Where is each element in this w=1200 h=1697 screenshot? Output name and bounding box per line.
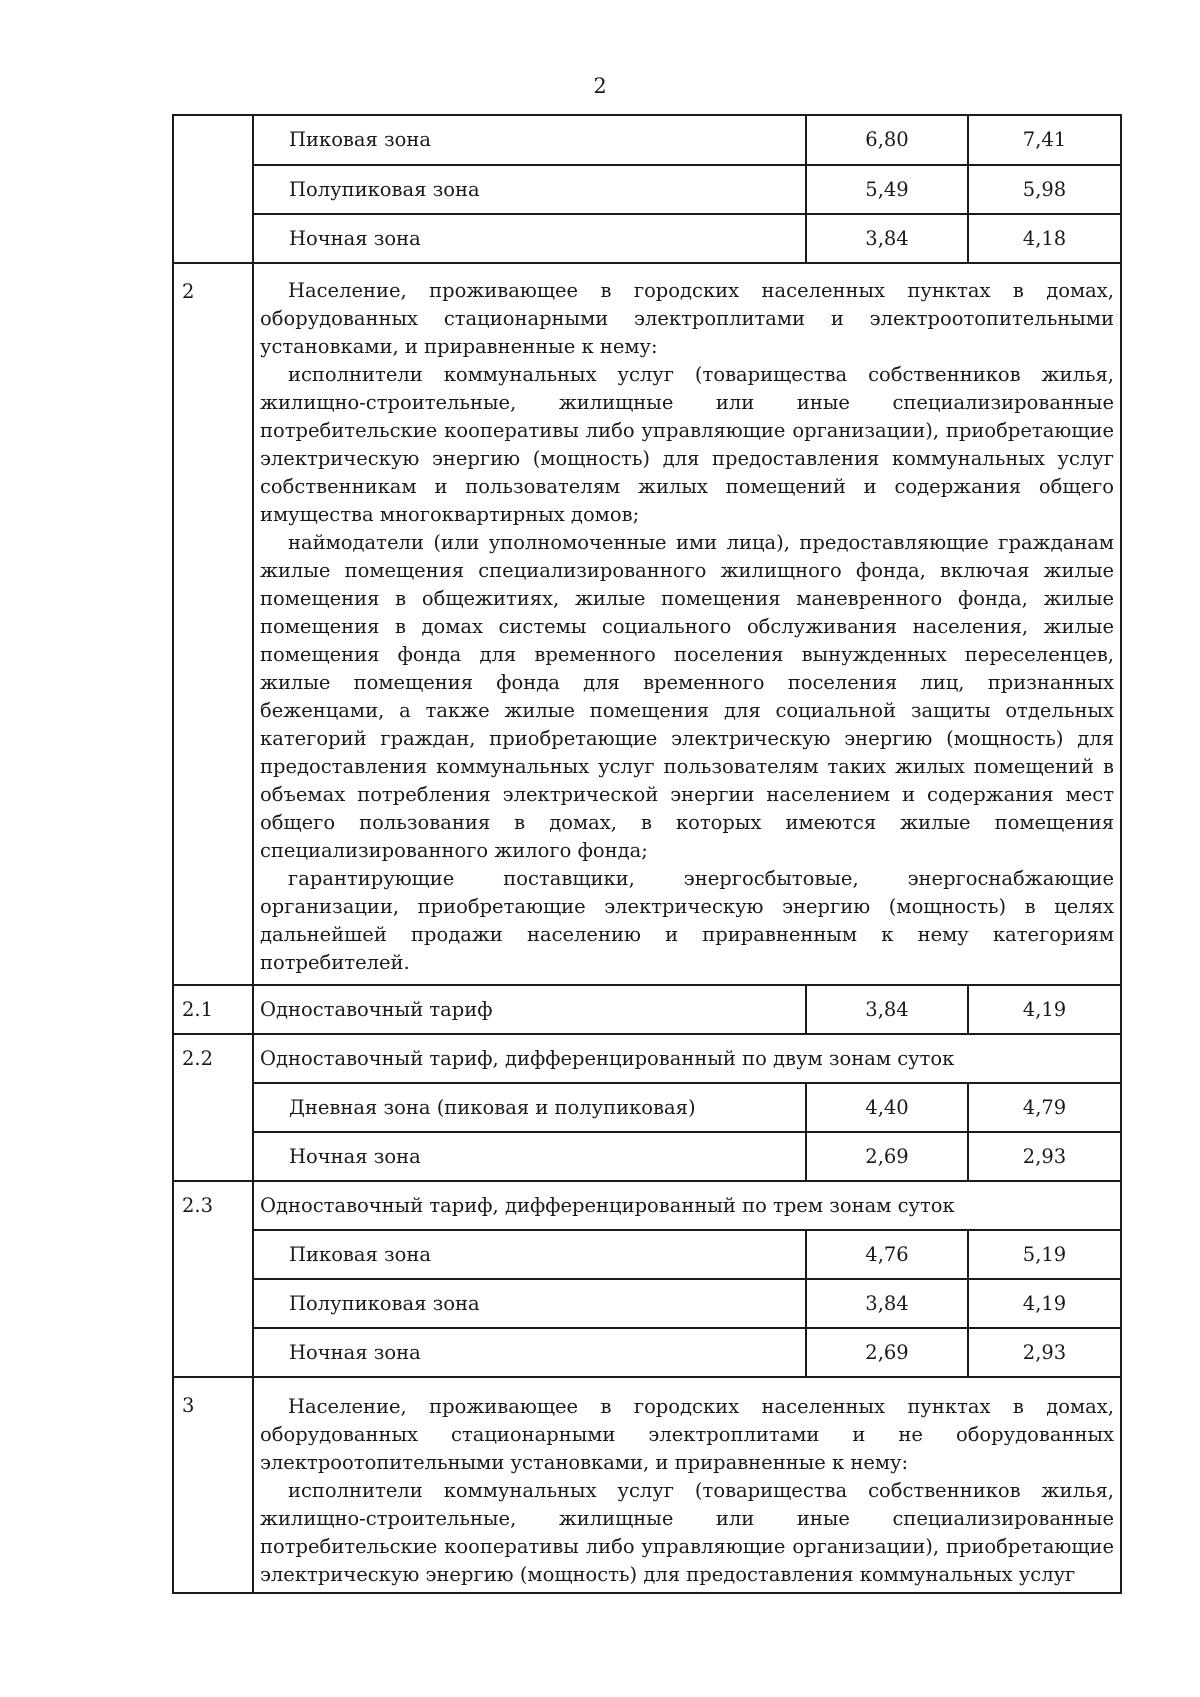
tariff-value: 2,69 — [806, 1132, 968, 1181]
category-description — [253, 263, 1121, 985]
description-paragraph: Население, проживающее в городских населенных пунктах в домах, оборудованных стационарными электроплитами и не оборудованных электроотопительными установками, и приравненные к нему: — [260, 1395, 1114, 1474]
zone-label: Полупиковая зона — [253, 165, 806, 214]
zone-label: Ночная зона — [253, 1328, 806, 1377]
tariff-value: 2,93 — [968, 1132, 1121, 1181]
tariff-value: 7,41 — [968, 115, 1121, 165]
row-number: 3 — [173, 1377, 253, 1593]
row-number: 2.3 — [173, 1181, 253, 1377]
table-row — [173, 985, 1121, 1034]
zone-label: Пиковая зона — [253, 115, 806, 165]
zone-label: Пиковая зона — [253, 1230, 806, 1279]
row-number: 2.2 — [173, 1034, 253, 1181]
table-row — [173, 1083, 1121, 1132]
row-number-cell — [173, 115, 253, 263]
tariff-value: 4,76 — [806, 1230, 968, 1279]
zone-label: Дневная зона (пиковая и полупиковая) — [253, 1083, 806, 1132]
tariff-value: 4,79 — [968, 1083, 1121, 1132]
zone-label: Полупиковая зона — [253, 1279, 806, 1328]
tariff-value: 3,84 — [806, 214, 968, 263]
row-number: 2.1 — [173, 985, 253, 1034]
table-row — [173, 1377, 1121, 1593]
zone-label: Ночная зона — [253, 1132, 806, 1181]
table-row — [173, 1328, 1121, 1377]
category-description — [253, 1377, 1121, 1593]
tariff-value: 4,19 — [968, 985, 1121, 1034]
table-row — [173, 1230, 1121, 1279]
tariff-value: 5,19 — [968, 1230, 1121, 1279]
tariff-value: 5,49 — [806, 165, 968, 214]
tariff-value: 4,18 — [968, 214, 1121, 263]
description-paragraph: исполнители коммунальных услуг (товарищества собственников жилья, жилищно-строительные, жилищные или иные специализированные потребительские кооперативы либо управляющие организации), приобретающие электрическую энергию (мощность) для предоставления коммунальных услуг собственникам и пользователям жилых помещений и содержания общего имущества многоквартирных домов; — [260, 363, 1114, 526]
page-number: 2 — [593, 74, 607, 98]
table-row — [173, 263, 1121, 985]
description-paragraph: гарантирующие поставщики, энергосбытовые, энергоснабжающие организации, приобретающие электрическую энергию (мощность) в целях дальнейшей продажи населению и приравненным к нему категориям потребителей. — [260, 867, 1114, 974]
tariff-value: 2,93 — [968, 1328, 1121, 1377]
tariff-value: 4,40 — [806, 1083, 968, 1132]
table-row — [173, 1034, 1121, 1083]
description-paragraph: Население, проживающее в городских населенных пунктах в домах, оборудованных стационарными электроплитами и электроотопительными установками, и приравненные к нему: — [260, 279, 1114, 358]
tariff-heading: Одноставочный тариф, дифференцированный по двум зонам суток — [253, 1034, 1121, 1083]
table-row — [173, 1181, 1121, 1230]
table-row — [173, 115, 1121, 165]
description-paragraph: исполнители коммунальных услуг (товарищества собственников жилья, жилищно-строительные, жилищные или иные специализированные потребительские кооперативы либо управляющие организации), приобретающие электрическую энергию (мощность) для предоставления коммунальных услуг — [260, 1479, 1114, 1586]
table-row — [173, 214, 1121, 263]
zone-label: Ночная зона — [253, 214, 806, 263]
tariff-label: Одноставочный тариф — [253, 985, 806, 1034]
tariff-value: 5,98 — [968, 165, 1121, 214]
table-row — [173, 1279, 1121, 1328]
tariff-table — [172, 114, 1122, 1594]
tariff-value: 3,84 — [806, 985, 968, 1034]
table-row — [173, 1132, 1121, 1181]
tariff-value: 6,80 — [806, 115, 968, 165]
tariff-value: 2,69 — [806, 1328, 968, 1377]
row-number: 2 — [173, 263, 253, 985]
tariff-value: 3,84 — [806, 1279, 968, 1328]
tariff-heading: Одноставочный тариф, дифференцированный по трем зонам суток — [253, 1181, 1121, 1230]
tariff-value: 4,19 — [968, 1279, 1121, 1328]
table-row — [173, 165, 1121, 214]
description-paragraph: наймодатели (или уполномоченные ими лица), предоставляющие гражданам жилые помещения специализированного жилищного фонда, включая жилые помещения в общежитиях, жилые помещения маневренного фонда, жилые помещения в домах системы социального обслуживания населения, жилые помещения фонда для временного поселения вынужденных переселенцев, жилые помещения фонда для временного поселения лиц, признанных беженцами, а также жилые помещения для социальной защиты отдельных категорий граждан, приобретающие электрическую энергию (мощность) для предоставления коммунальных услуг пользователям таких жилых помещений в объемах потребления электрической энергии населением и содержания мест общего пользования в домах, в которых имеются жилые помещения специализированного жилого фонда; — [260, 531, 1114, 862]
